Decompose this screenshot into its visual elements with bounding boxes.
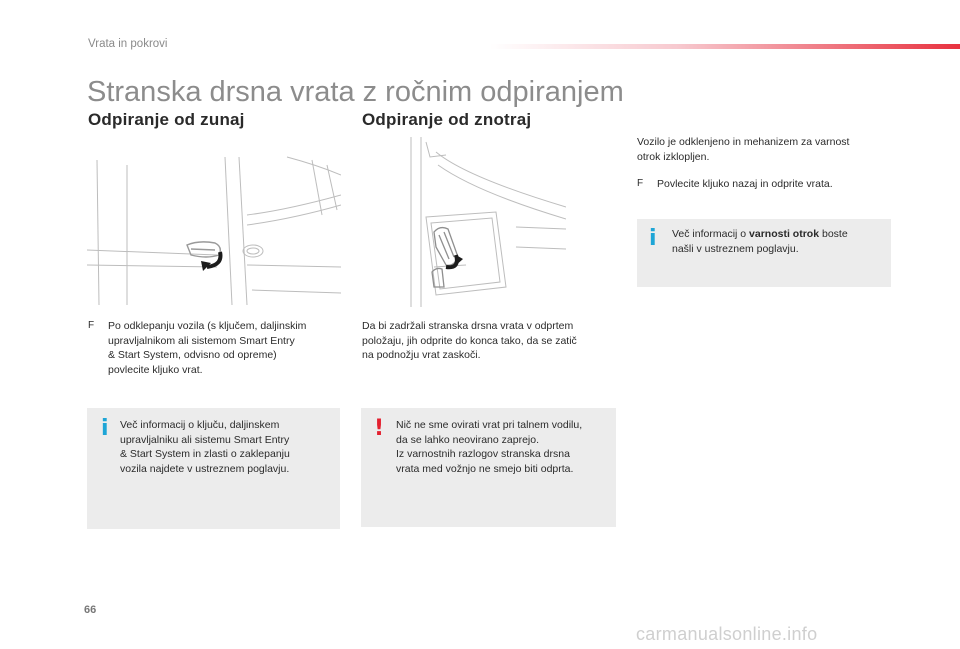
note-key-line-4: vozila najdete v ustreznem poglavju. [120,462,290,475]
note-key-line-3: & Start System in zlasti o zaklepanju [120,448,290,460]
child-safety-line-1 [672,227,887,242]
child-safety-suffix: boste [819,228,848,240]
inside-line-3: na podnožju vrat zaskoči. [362,349,481,361]
right-bullet-text: Povlecite kljuko nazaj in odprite vrata. [657,178,833,190]
inside-door-illustration [406,137,566,307]
inside-line-2: položaju, jih odprite do konca tako, da se zatič [362,334,577,347]
heading-outside: Odpiranje od zunaj [88,110,245,129]
outside-line-2: upravljalnikom ali sistemom Smart Entry [108,334,295,347]
info-icon: i [101,416,109,441]
inside-line-1: Da bi zadržali stranska drsna vrata v odprtem [362,320,574,332]
warning-line-1: Nič ne sme ovirati vrat pri talnem vodilu, [396,419,583,431]
outside-line-1: Po odklepanju vozila (s ključem, daljinskim [108,320,307,332]
outside-instruction [88,319,348,377]
section-label: Vrata in pokrovi [88,38,168,50]
watermark: carmanualsonline.info [636,624,818,644]
outside-line-4: povlecite kljuko vrat. [108,363,203,376]
bullet-arrow-icon: F [637,178,644,189]
child-safety-link: varnosti otrok [749,228,820,240]
right-instruction [637,177,897,192]
note-key-line-2: upravljalniku ali sistemu Smart Entry [120,433,290,446]
warning-line-3: Iz varnostnih razlogov stranska drsna [396,448,570,460]
warning-line-2: da se lahko neovirano zaprejo. [396,433,540,446]
inside-text [362,319,622,363]
heading-inside: Odpiranje od znotraj [362,110,532,129]
child-safety-line-2: našli v ustreznem poglavju. [672,242,799,255]
note-key-line-1: Več informacij o ključu, daljinskem [120,419,280,431]
info-icon: i [649,226,657,251]
right-line-2: otrok izklopljen. [637,150,710,163]
page-title: Stranska drsna vrata z ročnim odpiranjem [87,76,624,108]
warning-note-floor-guide [361,408,616,527]
right-line-1: Vozilo je odklenjeno in mehanizem za varnost [637,136,850,148]
right-text [637,135,897,164]
info-note-key [87,408,340,529]
outside-line-3: & Start System, odvisno od opreme) [108,349,277,361]
warning-icon: ! [374,416,385,441]
outside-door-illustration [87,155,341,307]
header-accent-bar [490,44,960,49]
child-safety-prefix: Več informacij o [672,228,750,240]
warning-line-4: vrata med vožnjo ne smejo biti odprta. [396,462,574,475]
info-note-child-safety [637,219,891,287]
page-number: 66 [84,604,97,616]
bullet-arrow-icon: F [88,320,95,331]
